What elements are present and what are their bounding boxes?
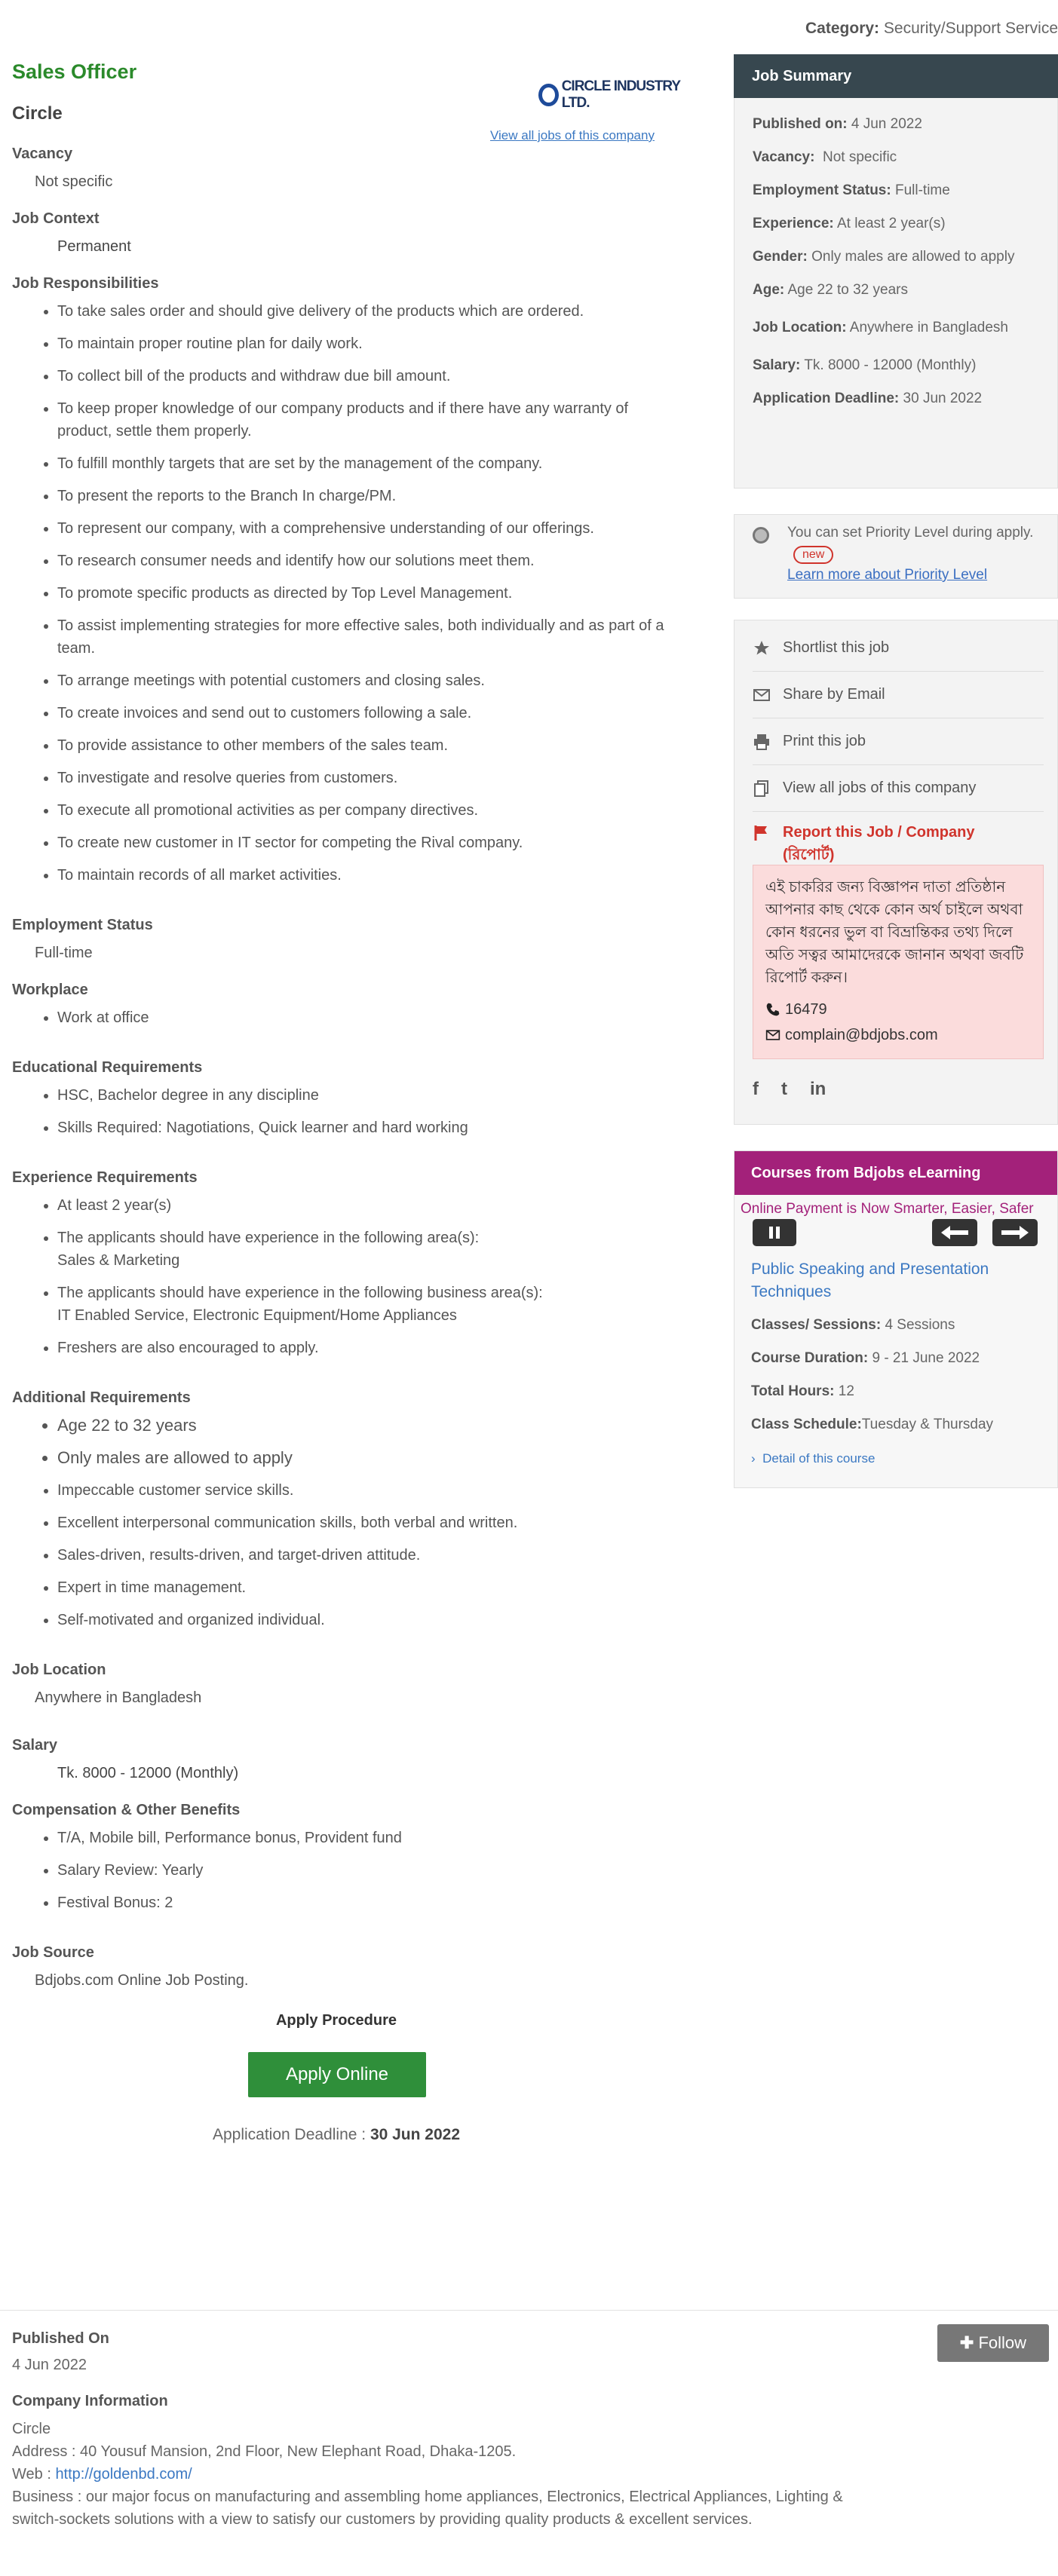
- summary-row: [753, 146, 1057, 169]
- company-info-section: [0, 2310, 1058, 2531]
- envelope-icon: [765, 1028, 780, 1043]
- list-item: • To assist implementing strategies for more effective sales, both individually and as part of a team.: [57, 614, 683, 660]
- priority-learn-more-link[interactable]: Learn more about Priority Level: [787, 567, 988, 583]
- summary-value: 30 Jun 2022: [903, 391, 983, 406]
- sidebar: [734, 54, 1058, 1488]
- additional-heading: Additional Requirements: [12, 1389, 191, 1406]
- list-item: [57, 1282, 683, 1327]
- courses-heading: Courses from Bdjobs eLearning: [734, 1151, 1057, 1195]
- list-item: • To provide assistance to other members of the sales team.: [57, 734, 683, 757]
- follow-button[interactable]: [937, 2324, 1049, 2362]
- chevron-right-icon: ›: [751, 1451, 756, 1466]
- list-item: • To create invoices and send out to customers following a sale.: [57, 702, 683, 724]
- course-row-value: 4 Sessions: [885, 1317, 955, 1333]
- workplace-heading: Workplace: [12, 982, 88, 998]
- report-phone: [765, 998, 1031, 1021]
- summary-label: Vacancy:: [753, 149, 815, 165]
- summary-label: Experience:: [753, 216, 834, 231]
- location-value: Anywhere in Bangladesh: [35, 1689, 202, 1706]
- list-item: • Salary Review: Yearly: [57, 1859, 683, 1882]
- application-deadline: [12, 2126, 661, 2144]
- job-context-heading: Job Context: [12, 210, 100, 227]
- summary-row: [753, 279, 1057, 302]
- flag-icon: [753, 824, 771, 842]
- course-row: [734, 1380, 1057, 1403]
- list-item: • Skills Required: Nagotiations, Quick learner and hard working: [57, 1116, 683, 1139]
- source-value: Bdjobs.com Online Job Posting.: [35, 1972, 249, 1989]
- list-item: • To keep proper knowledge of our company products and if there have any warranty of product, settle them properly.: [57, 397, 683, 443]
- summary-value: Full-time: [894, 182, 950, 198]
- star-icon: [753, 639, 771, 657]
- responsibilities-heading: Job Responsibilities: [12, 275, 159, 292]
- benefits-list: [57, 1827, 683, 1914]
- pause-icon: [767, 1225, 782, 1240]
- summary-value: Tk. 8000 - 12000 (Monthly): [804, 357, 977, 373]
- summary-row: [753, 317, 1057, 339]
- list-item: • T/A, Mobile bill, Performance bonus, Provident fund: [57, 1827, 683, 1849]
- list-item: • To represent our company, with a comprehensive understanding of our offerings.: [57, 517, 683, 540]
- list-item: • To collect bill of the products and withdraw due bill amount.: [57, 365, 683, 387]
- follow-label: Follow: [978, 2333, 1027, 2352]
- company-business: Business : our major focus on manufacturing and assembling home appliances, Electronics, Electrical Appliances, Lighting & switch-sockets solutions with a view to satisfy our customers by providing quality products & excellent services.: [12, 2489, 843, 2528]
- summary-row: [753, 113, 1057, 136]
- print-label: Print this job: [783, 733, 866, 749]
- job-summary-heading: Job Summary: [734, 54, 1058, 98]
- prev-button[interactable]: [932, 1219, 977, 1246]
- documents-icon: [753, 780, 771, 798]
- job-actions: [734, 620, 1058, 1125]
- course-row-label: Total Hours:: [751, 1383, 835, 1399]
- report-notice-text: এই চাকরির জন্য বিজ্ঞাপন দাতা প্রতিষ্ঠান আপনার কাছ থেকে কোন অর্থ চাইলে অথবা কোন ধরনের ভুল বা বিভ্রান্তিকর তথ্য দিলে অতি সত্বর আমাদেরকে জানান অথবা জবটি রিপোর্ট করুন।: [765, 879, 1024, 986]
- summary-value: 4 Jun 2022: [851, 116, 922, 132]
- summary-label: Job Location:: [753, 320, 847, 335]
- list-item: • Work at office: [57, 1006, 683, 1029]
- list-item: • Expert in time management.: [57, 1576, 683, 1599]
- experience-list: [57, 1194, 683, 1359]
- apply-procedure-heading: Apply Procedure: [275, 2012, 397, 2029]
- arrow-right-icon: [1000, 1224, 1030, 1241]
- list-item: • To execute all promotional activities as per company directives.: [57, 799, 683, 822]
- report-notice-box: [753, 865, 1044, 1059]
- vacancy-heading: Vacancy: [12, 145, 73, 162]
- list-item: • Sales-driven, results-driven, and target-driven attitude.: [57, 1544, 683, 1567]
- list-item: • To take sales order and should give delivery of the products which are ordered.: [57, 300, 683, 323]
- summary-row: [753, 354, 1057, 377]
- courses-marquee: Online Payment is Now Smarter, Easier, Safer: [741, 1201, 1034, 1217]
- logo-mark-icon: [538, 84, 559, 106]
- report-job-action[interactable]: [753, 812, 1044, 865]
- linkedin-icon[interactable]: in: [810, 1079, 826, 1099]
- share-email-action[interactable]: [753, 672, 1044, 718]
- summary-label: Gender:: [753, 249, 808, 265]
- summary-label: Published on:: [753, 116, 848, 132]
- list-item: • To maintain records of all market activities.: [57, 864, 683, 887]
- priority-text: You can set Priority Level during apply.: [787, 525, 1034, 541]
- pause-button[interactable]: [753, 1219, 796, 1246]
- summary-value: Age 22 to 32 years: [787, 282, 908, 298]
- employment-status-heading: Employment Status: [12, 917, 153, 933]
- category-value: Security/Support Service: [883, 20, 1058, 37]
- education-list: [57, 1084, 683, 1139]
- company-info-name: Circle: [12, 2421, 51, 2437]
- lightbulb-icon: [753, 527, 769, 544]
- course-detail-label: Detail of this course: [762, 1451, 876, 1466]
- list-item: • To maintain proper routine plan for daily work.: [57, 332, 683, 355]
- source-heading: Job Source: [12, 1944, 94, 1961]
- summary-label: Employment Status:: [753, 182, 891, 198]
- summary-value: Only males are allowed to apply: [811, 249, 1015, 265]
- category-label: Category:: [805, 20, 880, 37]
- salary-value: Tk. 8000 - 12000 (Monthly): [57, 1765, 239, 1781]
- business-area-value: IT Enabled Service, Electronic Equipment/Home Appliances: [57, 1307, 457, 1324]
- facebook-icon[interactable]: f: [753, 1079, 759, 1099]
- list-item: • To present the reports to the Branch In charge/PM.: [57, 485, 683, 507]
- vacancy-value: Not specific: [35, 173, 113, 190]
- course-row-label: Classes/ Sessions:: [751, 1317, 882, 1333]
- list-item: • Impeccable customer service skills.: [57, 1479, 683, 1502]
- list-item: • Age 22 to 32 years: [57, 1414, 683, 1437]
- priority-notice: [734, 514, 1058, 599]
- view-all-jobs-link[interactable]: View all jobs of this company: [490, 128, 655, 142]
- company-web-link[interactable]: http://goldenbd.com/: [55, 2466, 192, 2483]
- education-heading: Educational Requirements: [12, 1059, 203, 1076]
- course-row: [734, 1314, 1057, 1337]
- report-phone-value: 16479: [785, 1001, 827, 1018]
- list-item: • Excellent interpersonal communication skills, both verbal and written.: [57, 1512, 683, 1534]
- job-details: [12, 60, 683, 2144]
- category-line: [606, 20, 1058, 38]
- list-item: • Only males are allowed to apply: [57, 1447, 683, 1469]
- summary-label: Salary:: [753, 357, 801, 373]
- logo-text: CIRCLE INDUSTRY LTD.: [561, 78, 680, 111]
- summary-row: [753, 246, 1057, 268]
- deadline-label: Application Deadline :: [212, 2126, 370, 2143]
- course-row-value: 12: [838, 1383, 854, 1399]
- apply-online-button[interactable]: Apply Online: [248, 2052, 426, 2097]
- twitter-icon[interactable]: t: [781, 1079, 787, 1099]
- deadline-value: 30 Jun 2022: [370, 2126, 461, 2143]
- shortlist-label: Shortlist this job: [783, 639, 890, 656]
- company-name: Circle: [12, 103, 63, 124]
- web-label: Web :: [12, 2466, 56, 2483]
- list-item: • HSC, Bachelor degree in any discipline: [57, 1084, 683, 1107]
- summary-value: At least 2 year(s): [836, 216, 946, 231]
- list-item: • To arrange meetings with potential customers and closing sales.: [57, 669, 683, 692]
- course-row-label: Course Duration:: [751, 1350, 869, 1366]
- published-on-value: 4 Jun 2022: [12, 2357, 87, 2373]
- list-item: • To promote specific products as directed by Top Level Management.: [57, 582, 683, 605]
- report-email-value: complain@bdjobs.com: [785, 1027, 938, 1043]
- summary-value: Not specific: [822, 149, 897, 165]
- course-detail-link[interactable]: [734, 1451, 1057, 1466]
- summary-label: Age:: [753, 282, 785, 298]
- employment-status-value: Full-time: [35, 945, 93, 961]
- shortlist-job-action[interactable]: [753, 625, 1044, 672]
- company-info-heading: Company Information: [12, 2393, 168, 2409]
- list-item: [57, 1227, 683, 1272]
- additional-big-list: [57, 1414, 683, 1469]
- social-share: [753, 1079, 1057, 1100]
- phone-icon: [765, 1002, 780, 1017]
- list-item: • At least 2 year(s): [57, 1194, 683, 1217]
- salary-heading: Salary: [12, 1737, 58, 1754]
- summary-row: [753, 387, 1057, 410]
- printer-icon: [753, 733, 771, 751]
- summary-row: [753, 179, 1057, 202]
- experience-area-value: Sales & Marketing: [57, 1252, 180, 1269]
- experience-heading: Experience Requirements: [12, 1169, 198, 1186]
- report-label: Report this Job / Company (রিপোর্ট): [783, 824, 975, 863]
- view-all-jobs-action[interactable]: [753, 765, 1044, 812]
- location-heading: Job Location: [12, 1662, 106, 1678]
- list-item: • To fulfill monthly targets that are set by the management of the company.: [57, 452, 683, 475]
- list-item: • To research consumer needs and identify how our solutions meet them.: [57, 550, 683, 572]
- published-on-heading: Published On: [12, 2330, 109, 2347]
- course-row: [734, 1414, 1057, 1436]
- company-address: Address : 40 Yousuf Mansion, 2nd Floor, New Elephant Road, Dhaka-1205.: [12, 2443, 517, 2460]
- view-all-label: View all jobs of this company: [783, 780, 977, 796]
- summary-row: [753, 213, 1057, 235]
- additional-list: [57, 1479, 683, 1631]
- list-item: • Freshers are also encouraged to apply.: [57, 1337, 683, 1359]
- course-row-value: 9 - 21 June 2022: [872, 1350, 980, 1366]
- courses-card: [734, 1150, 1058, 1488]
- plus-icon: ✚: [959, 2333, 974, 2352]
- share-label: Share by Email: [783, 686, 885, 703]
- next-button[interactable]: [992, 1219, 1038, 1246]
- summary-value: Anywhere in Bangladesh: [849, 320, 1008, 335]
- job-title: Sales Officer: [12, 60, 137, 83]
- print-job-action[interactable]: [753, 718, 1044, 765]
- arrow-left-icon: [940, 1224, 970, 1241]
- list-item: • To investigate and resolve queries from customers.: [57, 767, 683, 789]
- report-email: [765, 1024, 1031, 1046]
- job-context-value: Permanent: [57, 238, 131, 255]
- new-badge: new: [793, 546, 833, 564]
- workplace-list: [57, 1006, 683, 1029]
- benefits-heading: Compensation & Other Benefits: [12, 1802, 241, 1818]
- envelope-icon: [753, 686, 771, 704]
- course-title-link[interactable]: Public Speaking and Presentation Techniques: [751, 1260, 989, 1300]
- list-item: • Self-motivated and organized individual.: [57, 1609, 683, 1631]
- company-logo[interactable]: [538, 74, 686, 116]
- course-row-value: Tuesday & Thursday: [861, 1417, 994, 1432]
- summary-label: Application Deadline:: [753, 391, 900, 406]
- list-item: • To create new customer in IT sector for competing the Rival company.: [57, 832, 683, 854]
- responsibilities-list: [57, 300, 683, 887]
- list-item: • Festival Bonus: 2: [57, 1891, 683, 1914]
- course-row: [734, 1347, 1057, 1370]
- experience-area-label: • The applicants should have experience in the following area(s):: [57, 1230, 480, 1246]
- job-summary: [734, 98, 1058, 489]
- course-row-label: Class Schedule:: [751, 1417, 862, 1432]
- business-area-label: • The applicants should have experience in the following business area(s):: [57, 1285, 543, 1301]
- company-web: [12, 2463, 1046, 2486]
